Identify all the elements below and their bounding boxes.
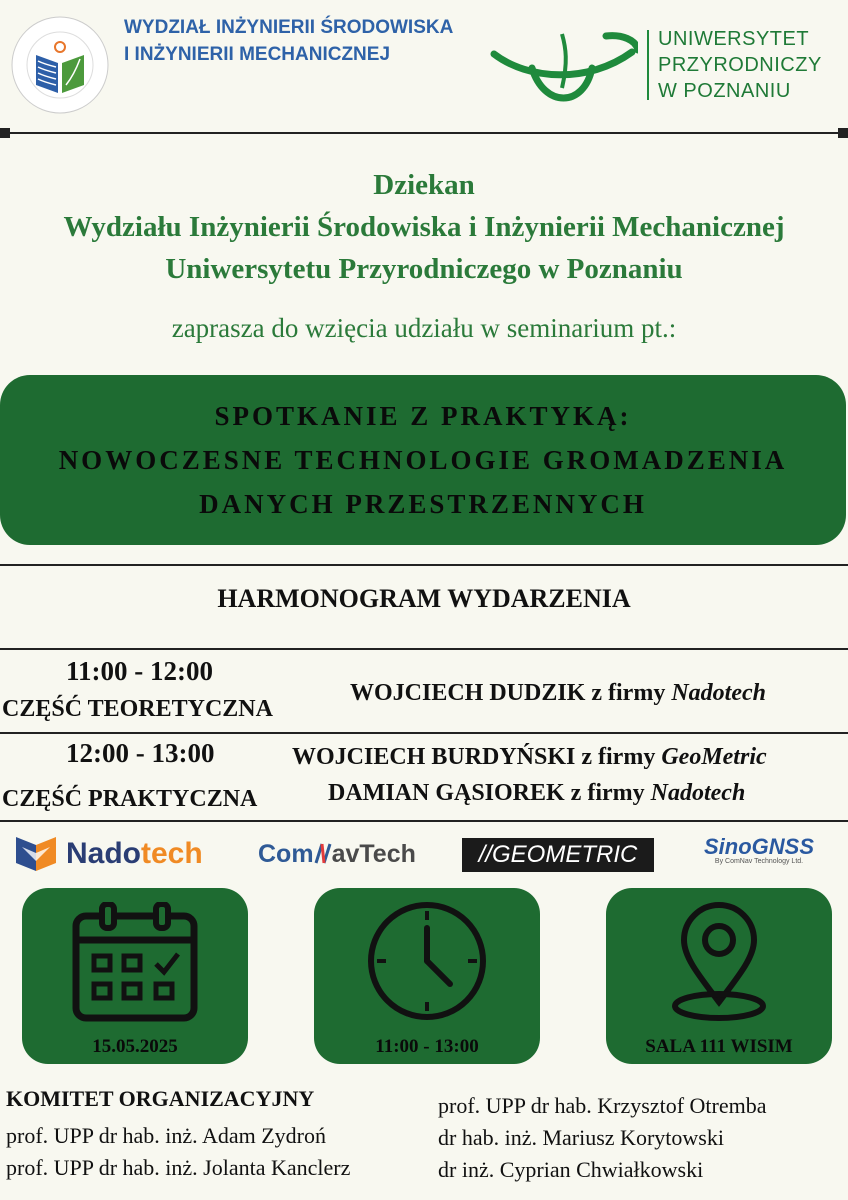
- nadotech-text-a: Nado: [66, 837, 141, 870]
- faculty-name-line2: I INŻYNIERII MECHANICZNEJ: [124, 44, 391, 65]
- intro-university: Uniwersytetu Przyrodniczego w Poznaniu: [165, 253, 683, 285]
- committee-member: prof. UPP dr hab. Krzysztof Otremba: [438, 1093, 767, 1118]
- location-pin-icon: [666, 902, 772, 1026]
- event-date: 15.05.2025: [92, 1036, 178, 1057]
- nadotech-logo: [16, 836, 203, 872]
- university-name-line3: W POZNANIU: [658, 80, 791, 102]
- title-line1: SPOTKANIE Z PRAKTYKĄ:: [214, 401, 632, 431]
- university-logo-mark: [488, 28, 638, 102]
- time-tile: [314, 888, 540, 1064]
- committee-member: dr hab. inż. Mariusz Korytowski: [438, 1125, 724, 1150]
- row-time: 12:00 - 13:00: [66, 738, 215, 768]
- committee-heading: KOMITET ORGANIZACYJNY: [6, 1086, 315, 1111]
- intro-dean: Dziekan: [373, 169, 475, 201]
- row-part: CZĘŚĆ TEORETYCZNA: [2, 696, 273, 722]
- calendar-icon: [72, 902, 198, 1022]
- title-line3: DANYCH PRZESTRZENNYCH: [199, 489, 647, 519]
- row-speaker: DAMIAN GĄSIOREK z firmy Nadotech: [328, 780, 746, 806]
- clock-icon: [366, 900, 488, 1022]
- seminar-title-banner: [0, 375, 846, 545]
- committee-member: dr inż. Cyprian Chwiałkowski: [438, 1157, 704, 1182]
- sinognss-logo: SinoGNSS By ComNav Technology Ltd.: [704, 834, 815, 865]
- university-name-line2: PRZYRODNICZY: [658, 54, 822, 76]
- faculty-name-line1: WYDZIAŁ INŻYNIERII ŚRODOWISKA: [124, 17, 454, 38]
- row-speaker: WOJCIECH BURDYŃSKI z firmy GeoMetric: [292, 744, 767, 770]
- divider-schedule-bottom: [0, 820, 848, 822]
- university-logo-divider: [647, 30, 649, 100]
- comnav-n-icon: [314, 842, 332, 864]
- divider-top: [0, 132, 848, 134]
- nadotech-text-b: tech: [141, 837, 203, 870]
- row-speaker: WOJCIECH DUDZIK z firmy Nadotech: [350, 680, 766, 706]
- university-name-line1: UNIWERSYTET: [658, 28, 810, 50]
- intro-faculty: Wydziału Inżynierii Środowiska i Inżynierii Mechanicznej: [63, 211, 785, 243]
- row-part: CZĘŚĆ PRAKTYCZNA: [2, 786, 258, 812]
- title-line2: NOWOCZESNE TECHNOLOGIE GROMADZENIA: [58, 445, 788, 475]
- geometric-logo: //GEOMETRIC: [462, 838, 654, 872]
- place-tile: [606, 888, 832, 1064]
- event-time: 11:00 - 13:00: [375, 1036, 479, 1057]
- event-place: SALA 111 WISIM: [645, 1036, 793, 1057]
- schedule-row: [0, 650, 848, 730]
- row-time: 11:00 - 12:00: [66, 656, 213, 686]
- divider-banner: [0, 564, 848, 566]
- committee-member: prof. UPP dr hab. inż. Adam Zydroń: [6, 1123, 326, 1148]
- faculty-seal-logo: [10, 15, 110, 115]
- schedule-row: [0, 734, 848, 820]
- committee-member: prof. UPP dr hab. inż. Jolanta Kanclerz: [6, 1155, 351, 1180]
- schedule-heading: HARMONOGRAM WYDARZENIA: [217, 584, 631, 613]
- date-tile: [22, 888, 248, 1064]
- intro-invitation: zaprasza do wzięcia udziału w seminarium pt.:: [171, 313, 677, 343]
- nadotech-mark-icon: [16, 837, 56, 871]
- comnavtech-logo: Com avTech: [258, 840, 416, 868]
